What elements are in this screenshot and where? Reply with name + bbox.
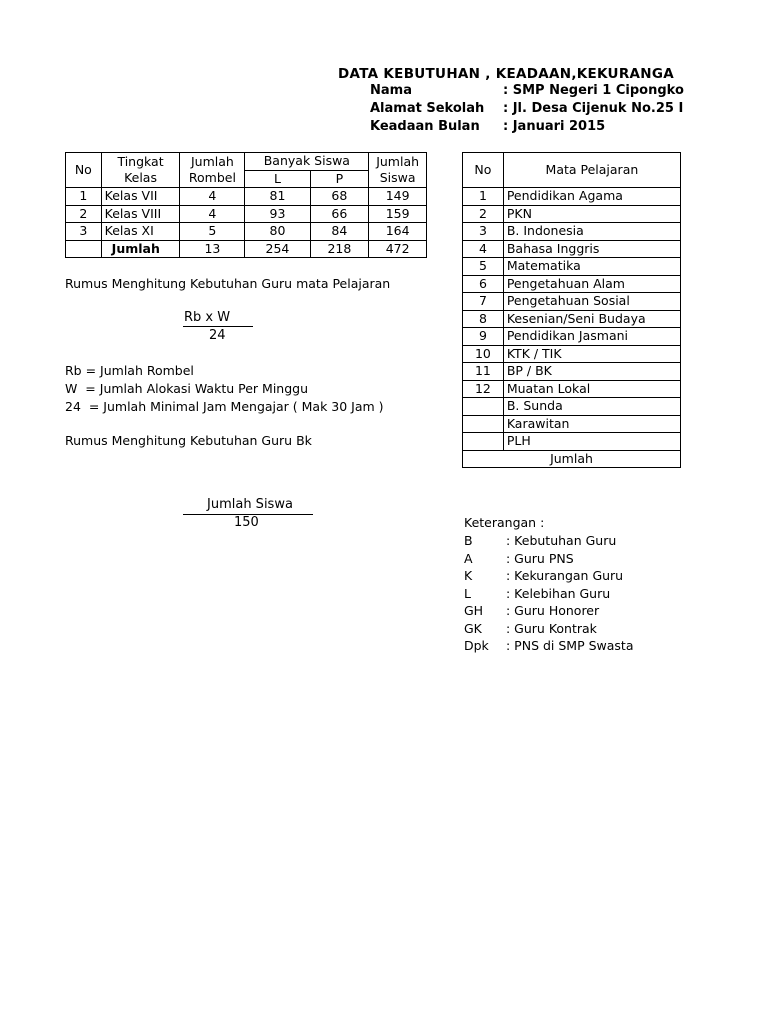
keterangan-desc: : Kekurangan Guru (506, 568, 624, 583)
cell-siswa: 164 (369, 223, 427, 241)
table-row (463, 345, 681, 363)
header-jumlah-2: Jumlah (376, 154, 420, 169)
header-jumlah-siswa (369, 153, 427, 188)
cell-kelas: Kelas XI (101, 223, 180, 241)
subject-name: BP / BK (503, 363, 680, 381)
keterangan-desc: : PNS di SMP Swasta (506, 638, 634, 653)
keterangan-desc: : Guru Honorer (506, 603, 600, 618)
total-p: 218 (310, 240, 369, 258)
subject-name: Pendidikan Jasmani (503, 328, 680, 346)
total-rombel: 13 (180, 240, 245, 258)
cell-no: 1 (66, 188, 102, 206)
subject-no: 7 (463, 293, 504, 311)
class-table (65, 152, 427, 258)
subject-no (463, 433, 504, 451)
subject-rows (463, 188, 681, 451)
table-row (66, 223, 427, 241)
subject-name: Pengetahuan Alam (503, 275, 680, 293)
keterangan-code: A (464, 550, 473, 566)
info-value-bulan: : Januari 2015 (503, 119, 606, 134)
subject-no: 9 (463, 328, 504, 346)
table-row (463, 433, 681, 451)
keterangan-code: GH (464, 603, 484, 618)
keterangan-code: GK (464, 620, 482, 636)
table-row (463, 258, 681, 276)
cell-kelas: Kelas VII (101, 188, 180, 206)
total-row (463, 450, 681, 468)
formula2-numerator: Jumlah Siswa (207, 497, 293, 512)
header-tingkat-kelas (101, 153, 180, 188)
header-mata-pelajaran: Mata Pelajaran (503, 153, 680, 188)
cell-p: 68 (310, 188, 369, 206)
subject-name: PKN (503, 205, 680, 223)
header-banyak-siswa: Banyak Siswa (245, 153, 369, 171)
info-label-bulan: Keadaan Bulan (370, 119, 480, 134)
subject-no: 11 (463, 363, 504, 381)
subject-total-label: Jumlah (463, 450, 681, 468)
keterangan-code: L (464, 585, 471, 601)
table-row (463, 275, 681, 293)
subject-no: 10 (463, 345, 504, 363)
formula1-legend-rb: Rb = Jumlah Rombel (65, 363, 194, 378)
subject-no: 4 (463, 240, 504, 258)
header-tingkat: Tingkat (117, 154, 164, 169)
header-jumlah-rombel (180, 153, 245, 188)
cell-kelas: Kelas VIII (101, 205, 180, 223)
cell-p: 84 (310, 223, 369, 241)
header-kelas: Kelas (124, 170, 157, 185)
subject-no: 5 (463, 258, 504, 276)
keterangan-desc: : Kelebihan Guru (506, 585, 611, 601)
subject-name: Muatan Lokal (503, 380, 680, 398)
table-row (463, 205, 681, 223)
header-no: No (463, 153, 504, 188)
cell-empty (66, 240, 102, 258)
cell-rombel: 4 (180, 205, 245, 223)
keterangan-desc: : Guru Kontrak (506, 620, 597, 636)
subject-table (462, 152, 681, 468)
total-label: Jumlah (101, 240, 180, 258)
total-row (66, 240, 427, 258)
formula2-title: Rumus Menghitung Kebutuhan Guru Bk (65, 433, 312, 448)
table-row (463, 398, 681, 416)
total-l: 254 (245, 240, 310, 258)
formula2-denominator: 150 (234, 515, 259, 530)
table-row (66, 205, 427, 223)
header-jumlah: Jumlah (190, 154, 234, 169)
subject-name: Matematika (503, 258, 680, 276)
header-no: No (66, 153, 102, 188)
subject-name: Bahasa Inggris (503, 240, 680, 258)
subject-no: 2 (463, 205, 504, 223)
subject-name: Karawitan (503, 415, 680, 433)
subject-name: Kesenian/Seni Budaya (503, 310, 680, 328)
table-row (463, 223, 681, 241)
subject-no: 8 (463, 310, 504, 328)
table-row (463, 380, 681, 398)
subject-name: Pengetahuan Sosial (503, 293, 680, 311)
cell-rombel: 5 (180, 223, 245, 241)
subject-name: KTK / TIK (503, 345, 680, 363)
table-row (463, 310, 681, 328)
info-label-alamat: Alamat Sekolah (370, 101, 485, 116)
table-row (463, 293, 681, 311)
subject-no: 6 (463, 275, 504, 293)
subject-no (463, 398, 504, 416)
cell-l: 93 (245, 205, 310, 223)
cell-no: 2 (66, 205, 102, 223)
cell-siswa: 159 (369, 205, 427, 223)
cell-l: 80 (245, 223, 310, 241)
formula1-legend-w: W = Jumlah Alokasi Waktu Per Minggu (65, 381, 308, 396)
keterangan-code: K (464, 568, 473, 583)
subject-no: 1 (463, 188, 504, 206)
subject-no: 3 (463, 223, 504, 241)
subject-name: PLH (503, 433, 680, 451)
formula1-denominator: 24 (209, 328, 226, 343)
cell-rombel: 4 (180, 188, 245, 206)
keterangan-desc: : Guru PNS (506, 550, 574, 566)
table-row (66, 188, 427, 206)
header-rombel: Rombel (188, 170, 236, 185)
subject-name: B. Sunda (503, 398, 680, 416)
page-title: DATA KEBUTUHAN , KEADAAN,KEKURANGA (338, 66, 674, 82)
subject-name: Pendidikan Agama (503, 188, 680, 206)
subject-no (463, 415, 504, 433)
header-p: P (310, 170, 369, 188)
table-row (463, 188, 681, 206)
keterangan-code: Dpk (464, 638, 489, 653)
table-row (463, 363, 681, 381)
cell-p: 66 (310, 205, 369, 223)
keterangan-title: Keterangan : (464, 515, 545, 530)
info-label-nama: Nama (370, 83, 412, 98)
header-l: L (245, 170, 310, 188)
info-value-alamat: : Jl. Desa Cijenuk No.25 I (503, 101, 684, 116)
formula1-title: Rumus Menghitung Kebutuhan Guru mata Pelajaran (65, 276, 391, 291)
info-value-nama: : SMP Negeri 1 Cipongko (503, 83, 684, 98)
formula1-legend-24: 24 = Jumlah Minimal Jam Mengajar ( Mak 30 Jam ) (65, 399, 384, 414)
table-row (463, 415, 681, 433)
header-siswa: Siswa (379, 170, 416, 185)
cell-l: 81 (245, 188, 310, 206)
cell-siswa: 149 (369, 188, 427, 206)
cell-no: 3 (66, 223, 102, 241)
keterangan-code: B (464, 533, 473, 548)
total-siswa: 472 (369, 240, 427, 258)
formula1-numerator: Rb x W (184, 310, 231, 325)
subject-no: 12 (463, 380, 504, 398)
formula1-fraction-line (183, 326, 253, 327)
table-row (463, 328, 681, 346)
table-row (463, 240, 681, 258)
subject-name: B. Indonesia (503, 223, 680, 241)
keterangan-desc: : Kebutuhan Guru (506, 533, 617, 548)
